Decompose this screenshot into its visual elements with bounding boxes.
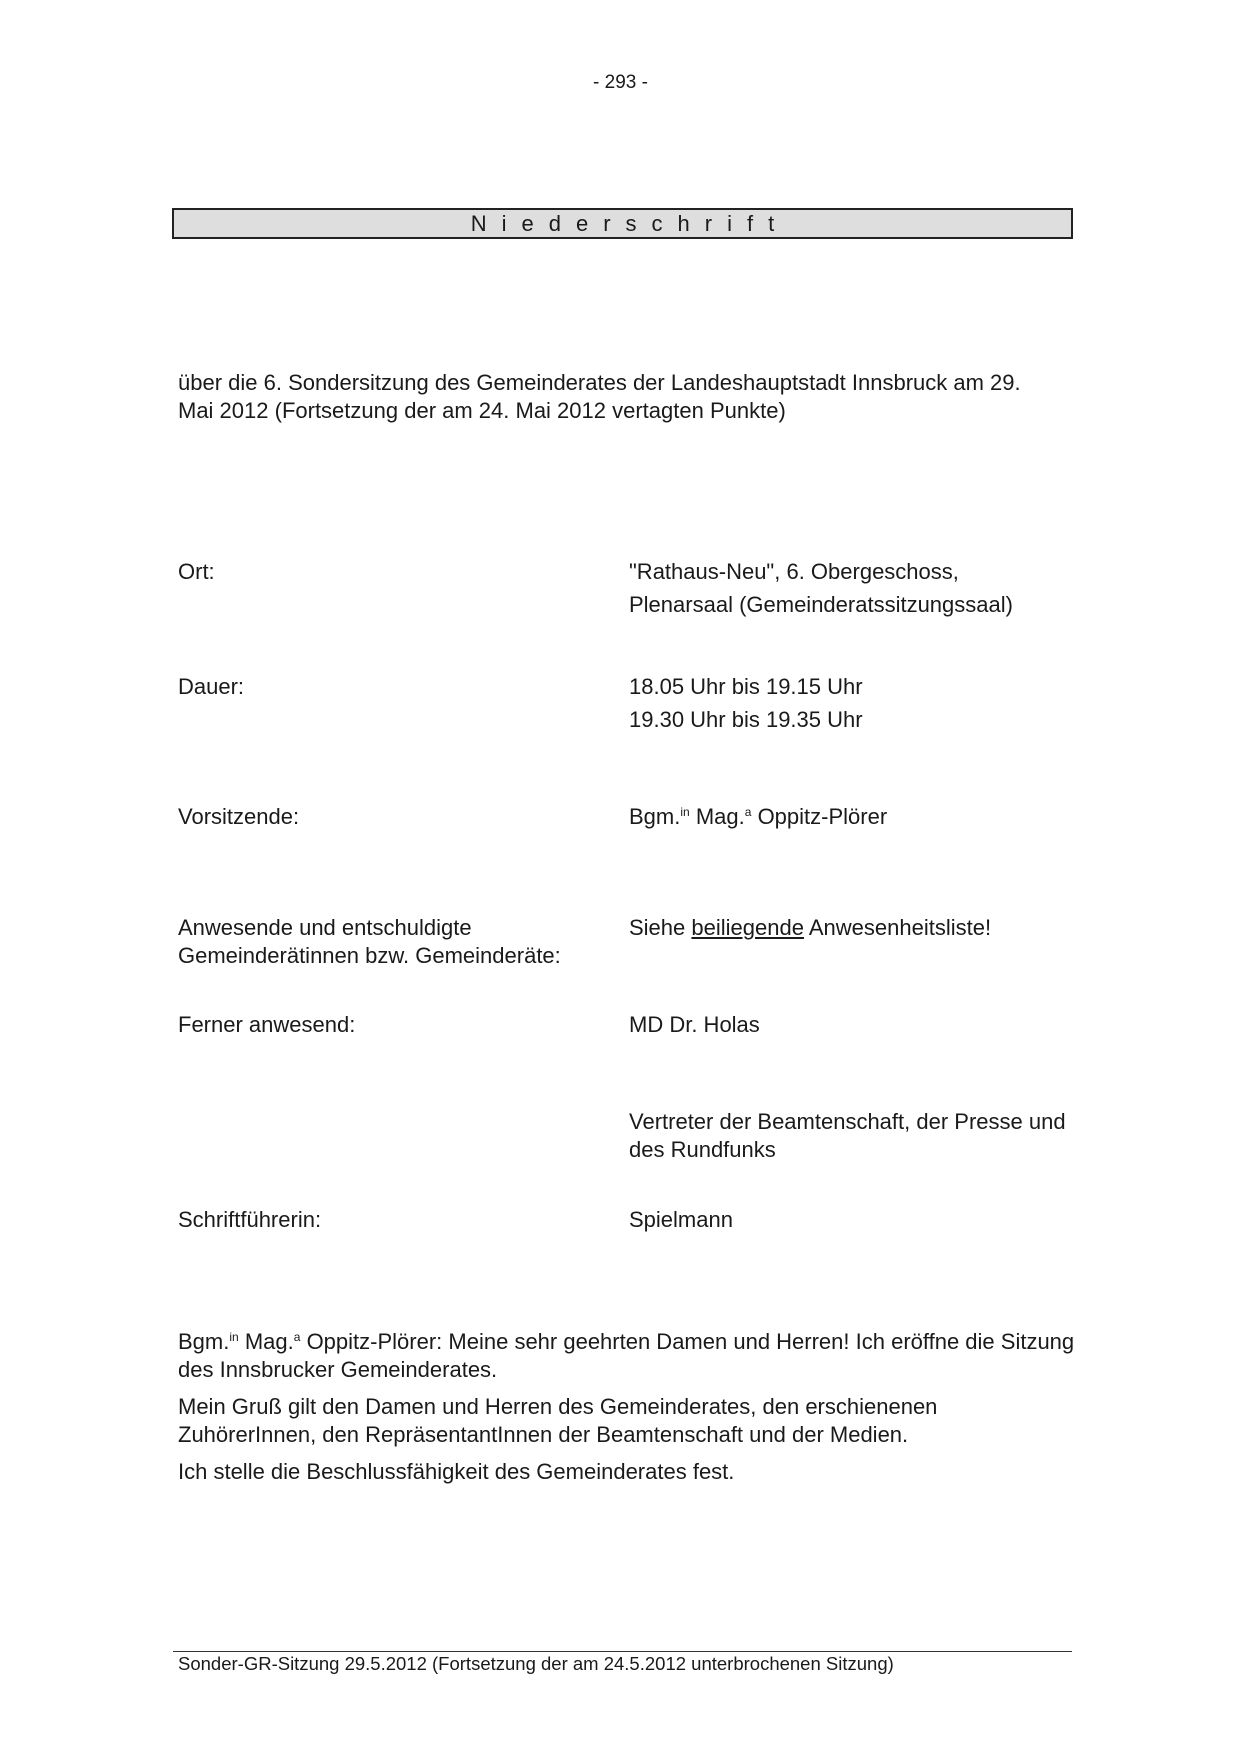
ferner-label: Ferner anwesend: bbox=[178, 1012, 356, 1037]
ort-value-line-2: Plenarsaal (Gemeinderatssitzungssaal) bbox=[629, 592, 1013, 617]
vorsitzende-label: Vorsitzende: bbox=[178, 804, 300, 829]
ferner-value-2: Vertreter der Beamtenschaft, der Presse und des Rundfunks bbox=[629, 1109, 1066, 1162]
anwesende-value bbox=[629, 914, 1079, 942]
vorsitzende-name: Oppitz-Plörer bbox=[757, 804, 888, 829]
vorsitzende-sup-1: in bbox=[680, 805, 690, 819]
speaker-sup-1: in bbox=[229, 1330, 239, 1344]
vorsitzende-title-1: Bgm. bbox=[629, 804, 681, 829]
page-number: - 293 - bbox=[593, 72, 648, 93]
speaker-sup-2: a bbox=[293, 1330, 301, 1344]
dauer-value bbox=[629, 670, 1079, 736]
document-title-box bbox=[172, 208, 1073, 239]
ferner-value-1: MD Dr. Holas bbox=[629, 1012, 760, 1037]
vorsitzende-title-2: Mag. bbox=[695, 804, 745, 829]
ort-value bbox=[629, 555, 1079, 621]
speech-paragraph-1 bbox=[178, 1328, 1078, 1384]
ort-value-line-1: "Rathaus-Neu", 6. Obergeschoss, bbox=[629, 559, 959, 584]
vorsitzende-value bbox=[629, 803, 1079, 831]
speaker-title-1: Bgm. bbox=[178, 1329, 230, 1354]
schrift-label: Schriftführerin: bbox=[178, 1207, 322, 1232]
speaker-title-2: Mag. bbox=[244, 1329, 294, 1354]
speech-paragraph-3: Ich stelle die Beschlussfähigkeit des Gemeinderates fest. bbox=[178, 1459, 735, 1484]
schrift-value: Spielmann bbox=[629, 1207, 733, 1232]
intro-paragraph: über die 6. Sondersitzung des Gemeinderates der Landeshauptstadt Innsbruck am 29. Mai 2012 (Fortsetzung der am 24. Mai 2012 vertagten Punkte) bbox=[178, 370, 1021, 423]
document-title: Niederschrift bbox=[470, 210, 790, 236]
anwesende-suffix: Anwesenheitsliste! bbox=[808, 915, 992, 940]
dauer-value-line-1: 18.05 Uhr bis 19.15 Uhr bbox=[629, 674, 863, 699]
dauer-value-line-2: 19.30 Uhr bis 19.35 Uhr bbox=[629, 707, 863, 732]
anwesende-underlined: beiliegende bbox=[691, 915, 804, 940]
speech-paragraph-2: Mein Gruß gilt den Damen und Herren des Gemeinderates, den erschienenen ZuhörerInnen, den RepräsentantInnen der Beamtenschaft und der Medien. bbox=[178, 1394, 938, 1447]
dauer-label: Dauer: bbox=[178, 674, 245, 699]
page-footer: Sonder-GR-Sitzung 29.5.2012 (Fortsetzung der am 24.5.2012 unterbrochenen Sitzung) bbox=[178, 1653, 894, 1674]
ort-label: Ort: bbox=[178, 559, 215, 584]
anwesende-label: Anwesende und entschuldigte Gemeinderätinnen bzw. Gemeinderäte: bbox=[178, 915, 561, 968]
anwesende-prefix: Siehe bbox=[629, 915, 686, 940]
speaker-name: Oppitz-Plörer: bbox=[306, 1329, 443, 1354]
speech-text-1: Meine sehr geehrten Damen und Herren! Ich eröffne die Sitzung des Innsbrucker Gemeinderates. bbox=[178, 1329, 1075, 1382]
vorsitzende-sup-2: a bbox=[744, 805, 752, 819]
